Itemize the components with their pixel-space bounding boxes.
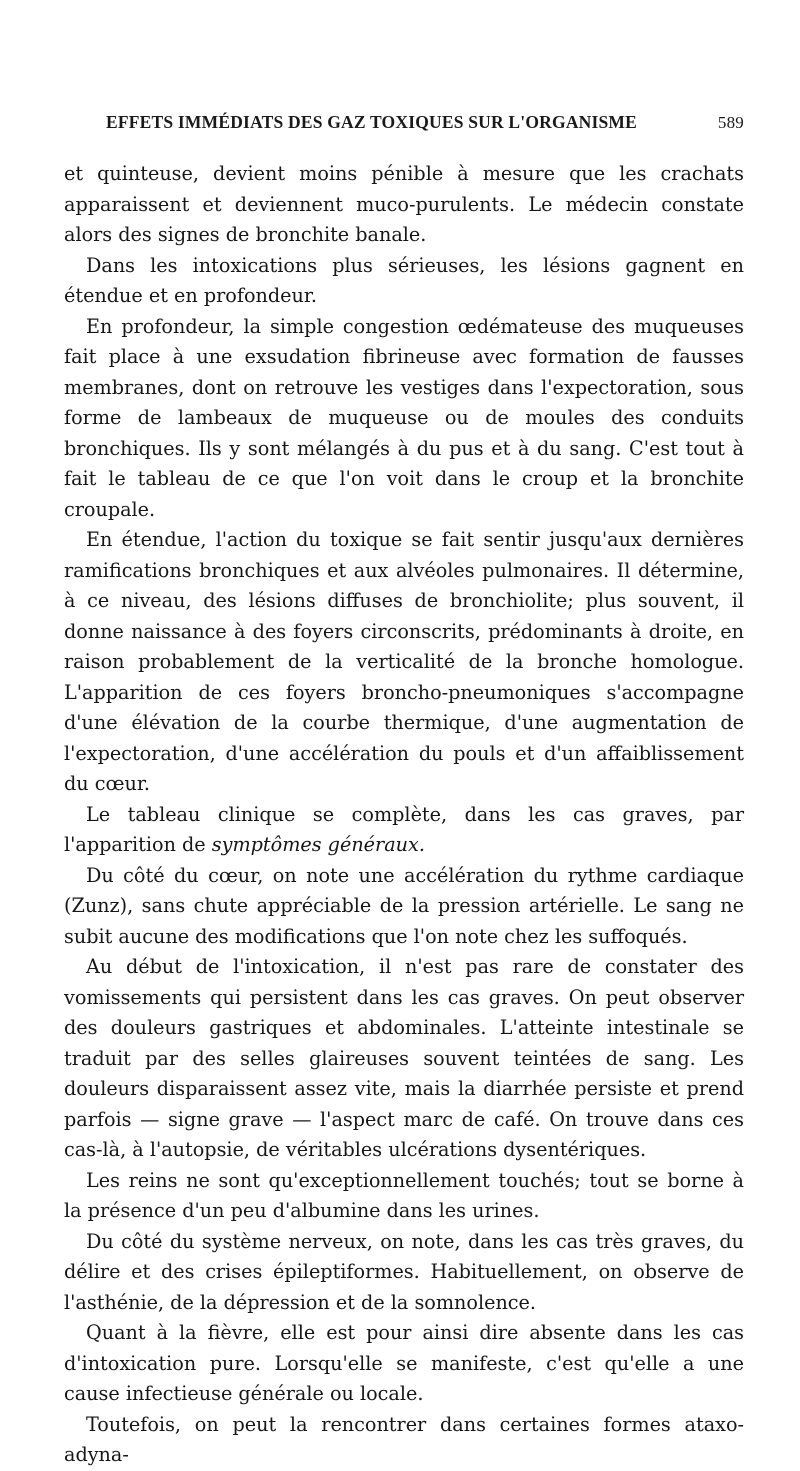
paragraph-8: Les reins ne sont qu'exceptionnellement touchés; tout se borne à la présence d'un peu d'albumine dans les urines. bbox=[64, 1168, 744, 1222]
paragraph-10: Quant à la fièvre, elle est pour ainsi dire absente dans les cas d'intoxication pure. Lorsqu'elle se manifeste, c'est qu'elle a une cause infectieuse générale ou locale. bbox=[64, 1321, 744, 1405]
paragraph-11: Toutefois, on peut la rencontrer dans certaines formes ataxo-adyna- bbox=[64, 1412, 744, 1466]
book-page bbox=[64, 112, 744, 1471]
paragraph-2: Dans les intoxications plus sérieuses, les lésions gagnent en étendue et en profondeur. bbox=[64, 253, 744, 307]
paragraph-1: et quinteuse, devient moins pénible à mesure que les crachats apparaissent et deviennent muco-purulents. Le médecin constate alors des signes de bronchite banale. bbox=[64, 162, 744, 246]
paragraph-5 bbox=[64, 800, 744, 861]
paragraph-3: En profondeur, la simple congestion œdémateuse des muqueuses fait place à une exsudation fibrineuse avec formation de fausses membranes, dont on retrouve les vestiges dans l'expectoration, sous forme de lambeaux de muqueuse ou de moules des conduits bronchiques. Ils y sont mélangés à du pus et à du sang. C'est tout à fait le tableau de ce que l'on voit dans le croup et la bronchite croupale. bbox=[64, 314, 744, 521]
body-text bbox=[64, 159, 744, 1471]
paragraph-7: Au début de l'intoxication, il n'est pas rare de constater des vomissements qui persistent dans les cas graves. On peut observer des douleurs gastriques et abdominales. L'atteinte intestinale se traduit par des selles glaireuses souvent teintées de sang. Les douleurs disparaissent assez vite, mais la diarrhée persiste et prend parfois — signe grave — l'aspect marc de café. On trouve dans ces cas-là, à l'autopsie, de véritables ulcérations dysentériques. bbox=[64, 955, 744, 1161]
paragraph-5-text: Le tableau clinique se complète, dans les cas graves, par l'apparition de bbox=[64, 802, 744, 856]
running-title: EFFETS IMMÉDIATS DES GAZ TOXIQUES SUR L'ORGANISME bbox=[106, 112, 638, 132]
running-head bbox=[106, 112, 744, 133]
paragraph-6: Du côté du cœur, on note une accélération du rythme cardiaque (Zunz), sans chute appréciable de la pression artérielle. Le sang ne subit aucune des modifications que l'on note chez les suffoqués. bbox=[64, 863, 744, 948]
paragraph-4: En étendue, l'action du toxique se fait sentir jusqu'aux dernières ramifications bronchiques et aux alvéoles pulmonaires. Il détermine, à ce niveau, des lésions diffuses de bronchiolite; plus souvent, il donne naissance à des foyers circonscrits, prédominants à droite, en raison probablement de la verticalité de la bronche homologue. L'apparition de ces foyers broncho-pneumoniques s'accompagne d'une élévation de la courbe thermique, d'une augmentation de l'expectoration, d'une accélération du pouls et d'un affaiblissement du cœur. bbox=[64, 528, 744, 795]
page-number: 589 bbox=[717, 113, 744, 132]
paragraph-9: Du côté du système nerveux, on note, dans les cas très graves, du délire et des crises épileptiformes. Habituellement, on observe de l'asthénie, de la dépression et de la somnolence. bbox=[64, 1229, 744, 1314]
paragraph-5-italic: symptômes généraux. bbox=[211, 833, 425, 856]
